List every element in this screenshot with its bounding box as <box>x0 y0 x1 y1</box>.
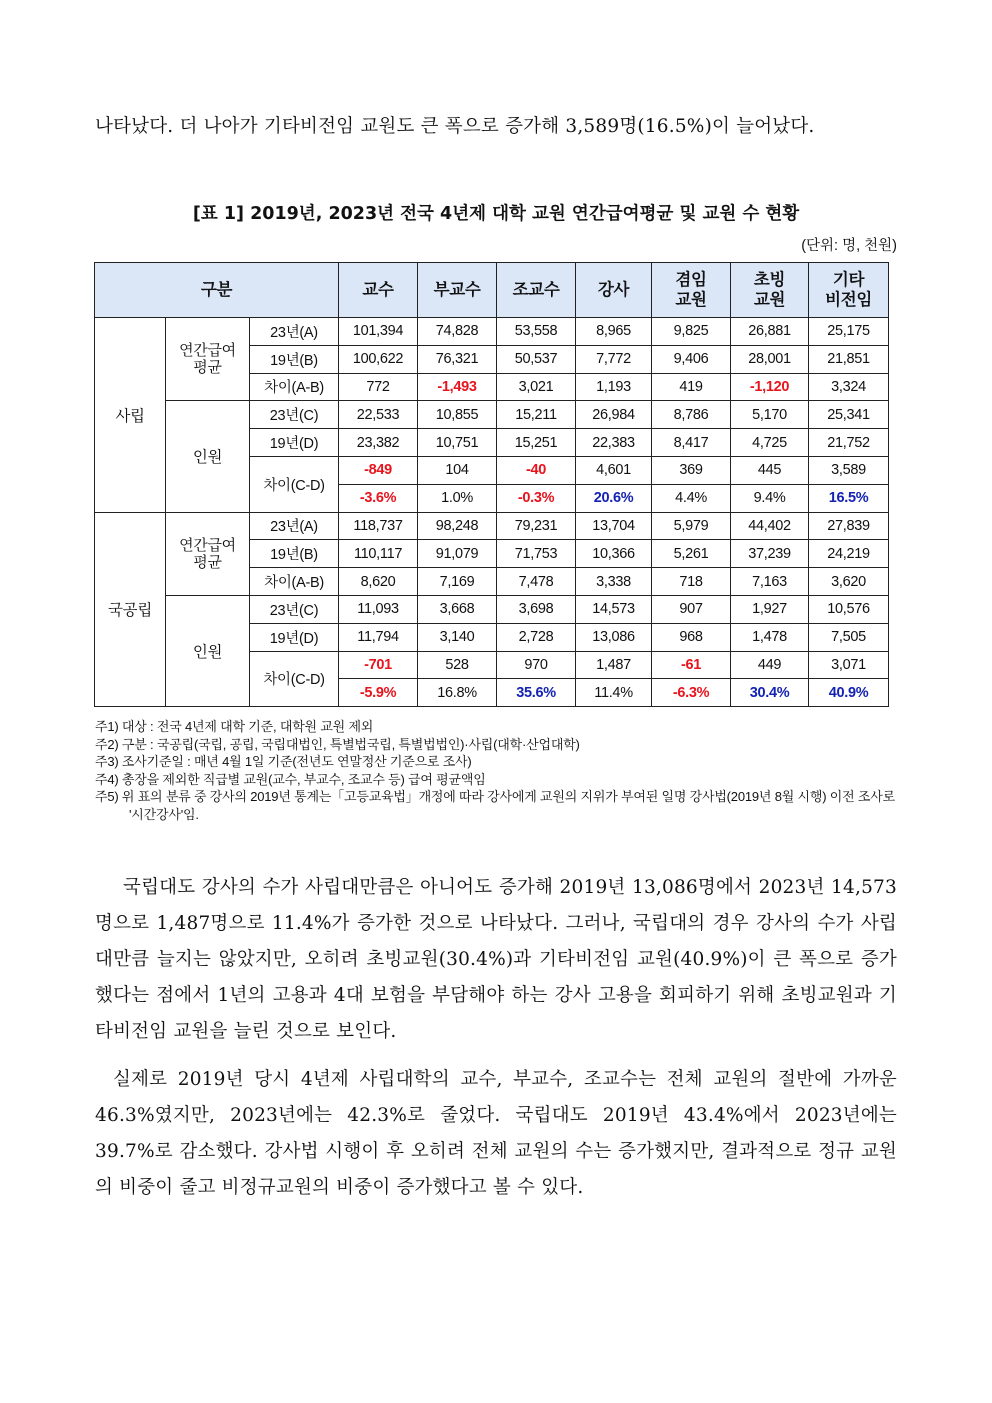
table-cell: 27,839 <box>809 512 889 540</box>
row-label: 차이(C-D) <box>250 456 339 512</box>
table-cell: 449 <box>731 651 809 679</box>
table-cell: 40.9% <box>809 679 889 707</box>
table-cell: 11.4% <box>576 679 652 707</box>
table-cell: 11,794 <box>339 623 418 651</box>
row-label: 19년(D) <box>250 623 339 651</box>
header-adjunct-l1: 겸임 <box>675 271 707 289</box>
table-cell: 4,601 <box>576 456 652 484</box>
table-cell: 26,881 <box>731 318 809 346</box>
note-3: 주3) 조사기준일 : 매년 4월 1일 기준(전년도 연말정산 기준으로 조사) <box>95 754 472 770</box>
table-cell: 50,537 <box>497 345 576 373</box>
table-cell: 22,383 <box>576 429 652 457</box>
table-cell: -6.3% <box>652 679 731 707</box>
table-cell: 3,071 <box>809 651 889 679</box>
row-label: 23년(A) <box>250 512 339 540</box>
table-cell: 419 <box>652 373 731 401</box>
row-label: 23년(C) <box>250 595 339 623</box>
private-staff-label: 인원 <box>166 401 250 512</box>
table-cell: 76,321 <box>418 345 497 373</box>
table-cell: 4.4% <box>652 484 731 512</box>
table-cell: 10,576 <box>809 595 889 623</box>
table-cell: 7,772 <box>576 345 652 373</box>
private-salary-label <box>166 318 250 401</box>
table-cell: 8,620 <box>339 568 418 596</box>
table-cell: 21,851 <box>809 345 889 373</box>
table-cell: 71,753 <box>497 540 576 568</box>
table-cell: 5,261 <box>652 540 731 568</box>
table-cell: 7,169 <box>418 568 497 596</box>
table-cell: 369 <box>652 456 731 484</box>
table-cell: 16.8% <box>418 679 497 707</box>
table-cell: 1,487 <box>576 651 652 679</box>
table-cell: 10,366 <box>576 540 652 568</box>
table-cell: 44,402 <box>731 512 809 540</box>
table-cell: 1.0% <box>418 484 497 512</box>
table-cell: 118,737 <box>339 512 418 540</box>
table-cell: 11,093 <box>339 595 418 623</box>
table-cell: 718 <box>652 568 731 596</box>
table-cell: -1,493 <box>418 373 497 401</box>
header-assistant: 조교수 <box>497 263 576 318</box>
table-cell: 3,324 <box>809 373 889 401</box>
note-1: 주1) 대상 : 전국 4년제 대학 기준, 대학원 교원 제외 <box>95 719 374 734</box>
public-group-label: 국공립 <box>95 512 166 707</box>
table-cell: 3,338 <box>576 568 652 596</box>
table-cell: 98,248 <box>418 512 497 540</box>
table-cell: 13,704 <box>576 512 652 540</box>
table-cell: 968 <box>652 623 731 651</box>
header-other-l2: 비전임 <box>825 291 872 309</box>
row-label: 23년(C) <box>250 401 339 429</box>
table-cell: -5.9% <box>339 679 418 707</box>
table-cell: 7,163 <box>731 568 809 596</box>
header-professor: 교수 <box>339 263 418 318</box>
table-cell: 24,219 <box>809 540 889 568</box>
table-row <box>95 318 889 346</box>
table-cell: 53,558 <box>497 318 576 346</box>
row-label: 19년(D) <box>250 429 339 457</box>
table-cell: 3,620 <box>809 568 889 596</box>
header-visiting-l1: 초빙 <box>753 271 786 289</box>
table-row <box>95 595 889 623</box>
header-visiting <box>731 263 809 318</box>
salary-label-line1: 연간급여 <box>179 536 236 554</box>
table-notes <box>95 718 895 824</box>
table-cell: 100,622 <box>339 345 418 373</box>
body-paragraph-1: 국립대도 강사의 수가 사립대만큼은 아니어도 증가해 2019년 13,086명에서 2023년 14,573명으로 1,487명으로 11.4%가 증가한 것으로 나타났다. 그러나, 국립대의 경우 강사의 수가 사립대만큼 늘지는 않았지만, 오히려 초빙교원(30.4%)과 기타비전임 교원(40.9%)이 큰 폭으로 증가했다는 점에서 1년의 고용과 4대 보험을 부담해야 하는 강사 고용을 회피하기 위해 초빙교원과 기타비전임 교원을 늘린 것으로 보인다. <box>95 877 897 1042</box>
table-cell: 9.4% <box>731 484 809 512</box>
table-cell: -1,120 <box>731 373 809 401</box>
row-label: 차이(C-D) <box>250 651 339 707</box>
table-cell: 772 <box>339 373 418 401</box>
table-cell: 528 <box>418 651 497 679</box>
table-cell: 8,786 <box>652 401 731 429</box>
table-cell: -849 <box>339 456 418 484</box>
table-cell: 25,341 <box>809 401 889 429</box>
table-cell: 3,589 <box>809 456 889 484</box>
table-cell: 1,927 <box>731 595 809 623</box>
table-cell: 35.6% <box>497 679 576 707</box>
header-adjunct-l2: 교원 <box>675 291 707 309</box>
table-cell: 74,828 <box>418 318 497 346</box>
table-cell: 13,086 <box>576 623 652 651</box>
private-group-label: 사립 <box>95 318 166 513</box>
table-cell: 2,728 <box>497 623 576 651</box>
note-4: 주4) 총장을 제외한 직급별 교원(교수, 부교수, 조교수 등) 급여 평균액임 <box>95 771 486 787</box>
header-lecturer: 강사 <box>576 263 652 318</box>
public-salary-label <box>166 512 250 595</box>
table-cell: 970 <box>497 651 576 679</box>
table-cell: 4,725 <box>731 429 809 457</box>
table-cell: 21,752 <box>809 429 889 457</box>
table-cell: 28,001 <box>731 345 809 373</box>
salary-label-line1: 연간급여 <box>179 342 236 360</box>
table-cell: 3,698 <box>497 595 576 623</box>
public-staff-label: 인원 <box>166 595 250 706</box>
table-cell: 10,751 <box>418 429 497 457</box>
table-cell: 7,478 <box>497 568 576 596</box>
note-5: 주5) 위 표의 분류 중 강사의 2019년 통계는「고등교육법」개정에 따라 강사에게 교원의 지위가 부여된 일명 강사법(2019년 8월 시행) 이전 조사로 '시간강사'임. <box>95 789 895 822</box>
salary-label-line2: 평균 <box>193 359 222 377</box>
header-other-l1: 기타 <box>832 271 865 289</box>
body-paragraph-2: 실제로 2019년 당시 4년제 사립대학의 교수, 부교수, 조교수는 전체 교원의 절반에 가까운 46.3%였지만, 2023년에는 42.3%로 줄었다. 국립대도 2019년 43.4%에서 2023년에는 39.7%로 감소했다. 강사법 시행이 후 오히려 전체 교원의 수는 증가했지만, 결과적으로 정규 교원의 비중이 줄고 비정규교원의 비중이 증가했다고 볼 수 있다. <box>95 1069 897 1198</box>
row-label: 차이(A-B) <box>250 373 339 401</box>
table-cell: 8,417 <box>652 429 731 457</box>
table-cell: 907 <box>652 595 731 623</box>
table-cell: 3,021 <box>497 373 576 401</box>
table-cell: -701 <box>339 651 418 679</box>
row-label: 차이(A-B) <box>250 568 339 596</box>
table-cell: 30.4% <box>731 679 809 707</box>
table-cell: 22,533 <box>339 401 418 429</box>
table-cell: -3.6% <box>339 484 418 512</box>
salary-label-line2: 평균 <box>193 553 222 571</box>
table-cell: 5,979 <box>652 512 731 540</box>
table-cell: 9,825 <box>652 318 731 346</box>
table-cell: 25,175 <box>809 318 889 346</box>
table-cell: 14,573 <box>576 595 652 623</box>
header-row <box>95 263 889 318</box>
table-row <box>95 401 889 429</box>
table-row <box>95 512 889 540</box>
table-cell: 5,170 <box>731 401 809 429</box>
row-label: 19년(B) <box>250 540 339 568</box>
intro-paragraph: 나타났다. 더 나아가 기타비전임 교원도 큰 폭으로 증가해 3,589명(16.5%)이 늘어났다. <box>95 116 815 137</box>
table-cell: 20.6% <box>576 484 652 512</box>
table-unit: (단위: 명, 천원) <box>801 238 897 254</box>
table-cell: -0.3% <box>497 484 576 512</box>
table-title: [표 1] 2019년, 2023년 전국 4년제 대학 교원 연간급여평균 및 교원 수 현황 <box>192 204 800 224</box>
table-cell: 23,382 <box>339 429 418 457</box>
table-cell: 445 <box>731 456 809 484</box>
table-cell: -40 <box>497 456 576 484</box>
table-cell: 8,965 <box>576 318 652 346</box>
table-cell: 79,231 <box>497 512 576 540</box>
table-cell: 15,251 <box>497 429 576 457</box>
faculty-table <box>94 262 889 707</box>
header-other <box>809 263 889 318</box>
table-cell: 7,505 <box>809 623 889 651</box>
table-cell: 1,478 <box>731 623 809 651</box>
header-adjunct <box>652 263 731 318</box>
row-label: 23년(A) <box>250 318 339 346</box>
table-cell: 3,140 <box>418 623 497 651</box>
table-cell: 110,117 <box>339 540 418 568</box>
table-cell: 91,079 <box>418 540 497 568</box>
table-cell: 9,406 <box>652 345 731 373</box>
row-label: 19년(B) <box>250 345 339 373</box>
note-2: 주2) 구분 : 국공립(국립, 공립, 국립대법인, 특별법국립, 특별법법인)·사립(대학·산업대학) <box>95 736 580 752</box>
table-cell: 101,394 <box>339 318 418 346</box>
table-cell: 10,855 <box>418 401 497 429</box>
table-cell: 37,239 <box>731 540 809 568</box>
header-visiting-l2: 교원 <box>753 291 786 309</box>
table-cell: 26,984 <box>576 401 652 429</box>
table-cell: -61 <box>652 651 731 679</box>
table-cell: 104 <box>418 456 497 484</box>
table-cell: 16.5% <box>809 484 889 512</box>
table-cell: 3,668 <box>418 595 497 623</box>
header-group: 구분 <box>95 263 339 318</box>
table-cell: 15,211 <box>497 401 576 429</box>
header-associate: 부교수 <box>418 263 497 318</box>
table-cell: 1,193 <box>576 373 652 401</box>
